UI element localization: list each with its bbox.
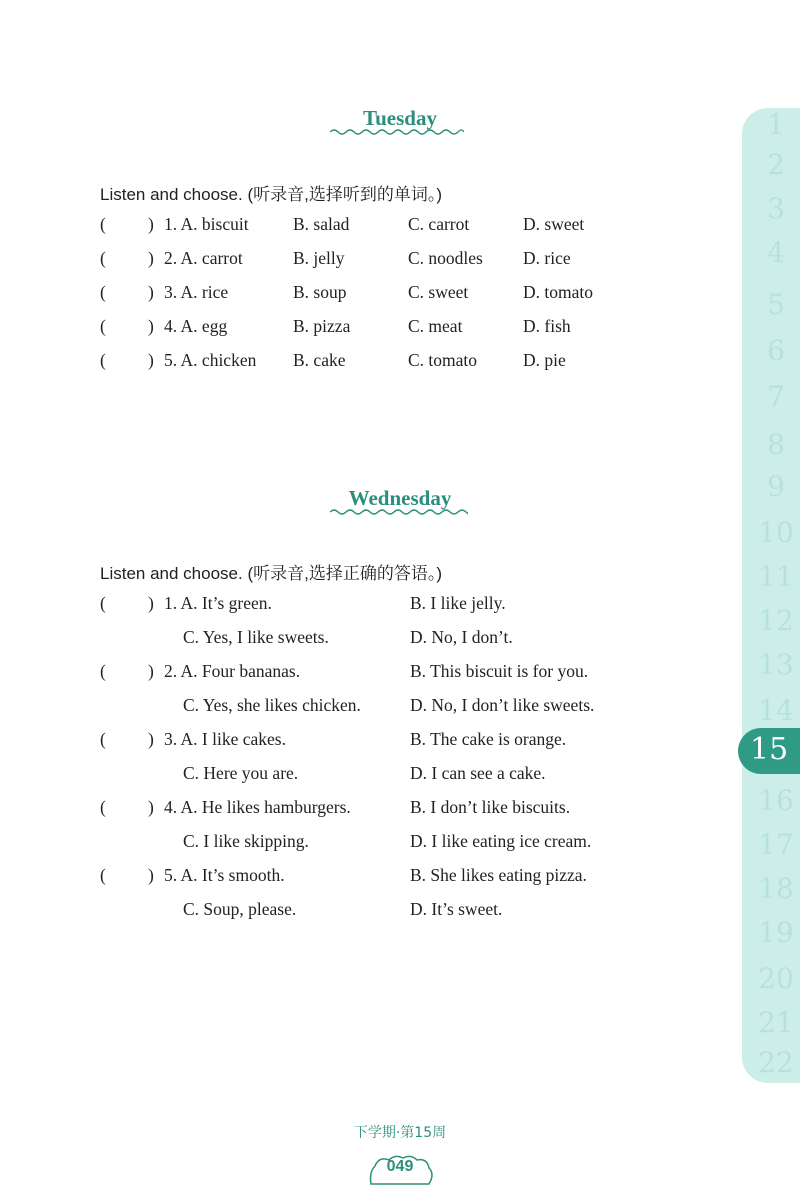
wednesday-question-row-options: [0, 763, 740, 789]
footer-term: 下学期·第15周: [353, 1125, 447, 1141]
option-c: C. tomato: [408, 350, 478, 370]
tab-active-label: 15: [750, 732, 789, 767]
answer-paren-open: (: [100, 316, 106, 336]
page-number: 049: [386, 1158, 414, 1175]
option-a: 5. A. chicken: [164, 350, 257, 370]
answer-paren-close: ): [148, 316, 154, 336]
tab-number-11[interactable]: 11: [758, 560, 794, 593]
answer-paren-open: (: [100, 214, 106, 234]
section-title-wednesday: Wednesday: [348, 486, 452, 510]
tuesday-instruction: Listen and choose. (听录音,选择听到的单词。): [100, 185, 442, 204]
option-d: D. tomato: [523, 282, 593, 302]
tab-number-12[interactable]: 12: [758, 604, 794, 637]
tab-number-4[interactable]: 4: [767, 236, 785, 269]
wednesday-question-row-options: [0, 695, 740, 721]
answer-paren-close: ): [148, 248, 154, 268]
tab-number-19[interactable]: 19: [758, 916, 794, 949]
tab-number-14[interactable]: 14: [758, 694, 794, 727]
tab-number-21[interactable]: 21: [758, 1006, 794, 1039]
answer-paren-open: (: [100, 248, 106, 268]
wednesday-question-row: [0, 729, 740, 755]
answer-paren-open: (: [100, 593, 106, 613]
option-c: C. noodles: [408, 248, 483, 268]
tab-number-22[interactable]: 22: [758, 1046, 794, 1079]
option-d: D. No, I don’t like sweets.: [410, 695, 595, 715]
option-c: C. carrot: [408, 214, 470, 234]
answer-paren-open: (: [100, 865, 106, 885]
option-c: C. sweet: [408, 282, 469, 302]
wednesday-question-row: [0, 661, 740, 687]
option-c: C. I like skipping.: [183, 831, 309, 851]
option-b: B. She likes eating pizza.: [410, 865, 587, 885]
option-a: 4. A. egg: [164, 316, 228, 336]
wednesday-question-row-options: [0, 831, 740, 857]
tab-number-2[interactable]: 2: [767, 148, 785, 181]
answer-paren-open: (: [100, 282, 106, 302]
option-a: 2. A. Four bananas.: [164, 661, 301, 681]
tuesday-question-row: [0, 316, 740, 342]
option-a: 1. A. biscuit: [164, 214, 249, 234]
option-b: B. I like jelly.: [410, 593, 506, 613]
tuesday-question-row: [0, 350, 740, 376]
option-a: 3. A. rice: [164, 282, 229, 302]
tab-number-5[interactable]: 5: [767, 288, 785, 321]
tuesday-underline-wave: [330, 127, 464, 137]
option-d: D. rice: [523, 248, 571, 268]
wednesday-question-row-options: [0, 627, 740, 653]
answer-paren-close: ): [148, 729, 154, 749]
tab-number-1[interactable]: 1: [767, 108, 785, 141]
option-b: B. salad: [293, 214, 350, 234]
option-b: B. cake: [293, 350, 346, 370]
option-b: B. jelly: [293, 248, 345, 268]
option-a: 3. A. I like cakes.: [164, 729, 286, 749]
answer-paren-close: ): [148, 282, 154, 302]
answer-paren-open: (: [100, 729, 106, 749]
tuesday-question-row: [0, 248, 740, 274]
tab-number-20[interactable]: 20: [758, 962, 794, 995]
answer-paren-open: (: [100, 350, 106, 370]
option-a: 5. A. It’s smooth.: [164, 865, 285, 885]
tab-number-7[interactable]: 7: [767, 380, 785, 413]
section-title-tuesday: Tuesday: [363, 106, 437, 130]
option-d: D. pie: [523, 350, 566, 370]
answer-paren-close: ): [148, 661, 154, 681]
tab-number-18[interactable]: 18: [758, 872, 794, 905]
tab-number-3[interactable]: 3: [767, 192, 785, 225]
wednesday-question-row: [0, 593, 740, 619]
wednesday-instruction: Listen and choose. (听录音,选择正确的答语。): [100, 564, 442, 583]
wednesday-question-row-options: [0, 899, 740, 925]
option-d: D. sweet: [523, 214, 585, 234]
wednesday-question-row: [0, 797, 740, 823]
answer-paren-close: ): [148, 797, 154, 817]
option-c: C. Yes, I like sweets.: [183, 627, 329, 647]
tuesday-question-row: [0, 214, 740, 240]
option-d: D. fish: [523, 316, 571, 336]
option-a: 1. A. It’s green.: [164, 593, 272, 613]
wednesday-underline-wave: [330, 507, 468, 517]
option-d: D. No, I don’t.: [410, 627, 513, 647]
answer-paren-close: ): [148, 350, 154, 370]
tab-number-13[interactable]: 13: [758, 648, 794, 681]
option-c: C. Yes, she likes chicken.: [183, 695, 361, 715]
option-c: C. Here you are.: [183, 763, 299, 783]
answer-paren-close: ): [148, 214, 154, 234]
tab-number-10[interactable]: 10: [758, 516, 794, 549]
answer-paren-open: (: [100, 797, 106, 817]
option-d: D. It’s sweet.: [410, 899, 503, 919]
answer-paren-open: (: [100, 661, 106, 681]
tab-number-8[interactable]: 8: [767, 428, 785, 461]
option-c: C. meat: [408, 316, 463, 336]
option-d: D. I like eating ice cream.: [410, 831, 592, 851]
option-a: 2. A. carrot: [164, 248, 243, 268]
option-b: B. The cake is orange.: [410, 729, 567, 749]
option-c: C. Soup, please.: [183, 899, 297, 919]
tab-active[interactable]: [738, 728, 800, 774]
tab-number-9[interactable]: 9: [767, 470, 785, 503]
option-b: B. soup: [293, 282, 347, 302]
option-d: D. I can see a cake.: [410, 763, 546, 783]
option-a: 4. A. He likes hamburgers.: [164, 797, 351, 817]
answer-paren-close: ): [148, 593, 154, 613]
tuesday-question-row: [0, 282, 740, 308]
tab-number-17[interactable]: 17: [758, 828, 794, 861]
wednesday-question-row: [0, 865, 740, 891]
option-b: B. I don’t like biscuits.: [410, 797, 571, 817]
tab-number-16[interactable]: 16: [758, 784, 794, 817]
tab-number-6[interactable]: 6: [767, 334, 785, 367]
option-b: B. pizza: [293, 316, 351, 336]
option-b: B. This biscuit is for you.: [410, 661, 589, 681]
answer-paren-close: ): [148, 865, 154, 885]
